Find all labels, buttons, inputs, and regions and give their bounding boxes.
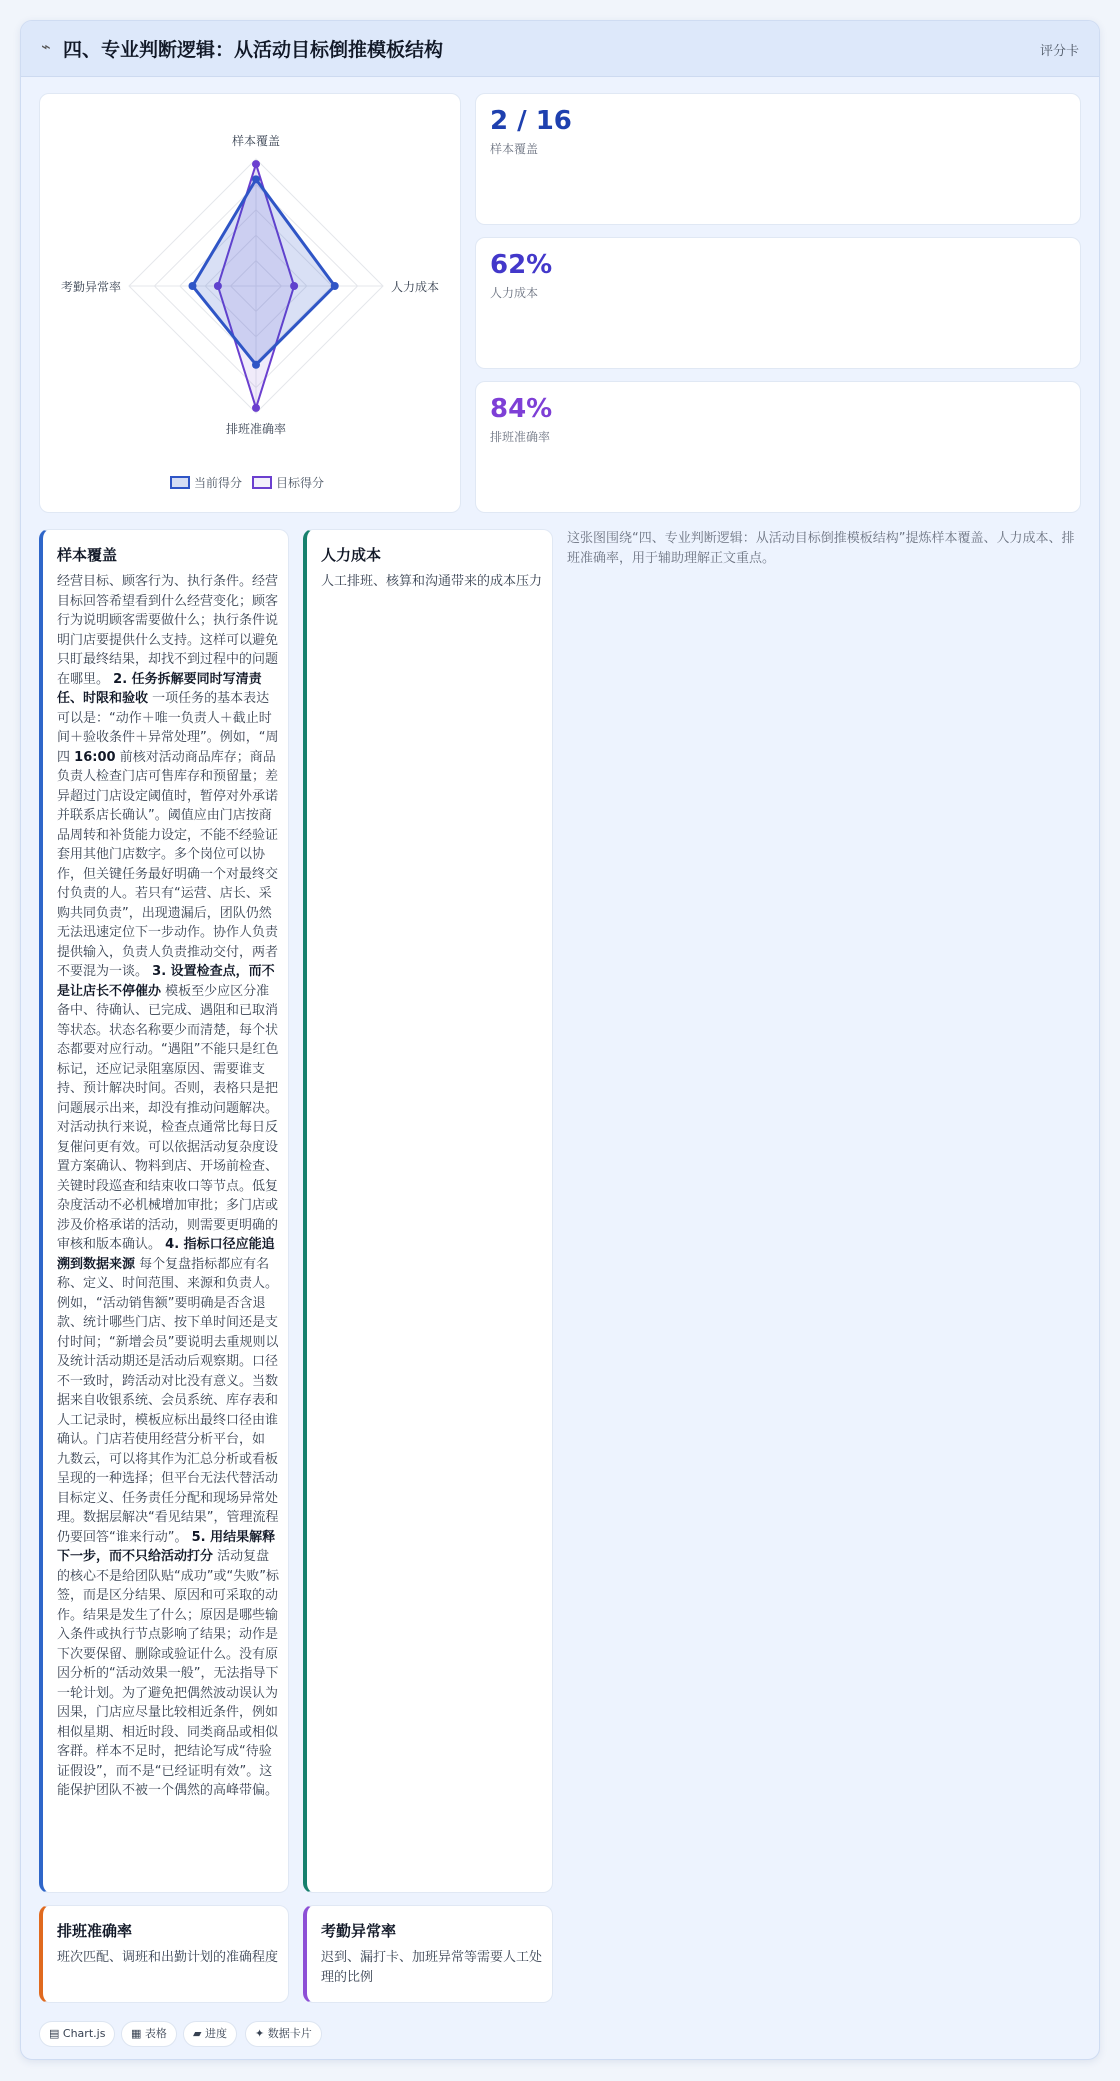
card-title: 样本覆盖 — [57, 546, 118, 564]
stat-value: 2 / 16 — [490, 106, 572, 136]
card-body: 经营目标、顾客行为、执行条件。经营目标回答希望看到什么经营变化；顾客行为说明顾客需要做什么；执行条件说明门店要提供什么支持。这样可以避免只盯最终结果，却找不到过程中的问题在哪里。 2. 任务拆解要同时写清责任、时限和验收 一项任务的基本表达可以是：“动作＋唯一负责人＋截止时间＋验收条件＋异常处理”。例如，“周四 16:00 前核对活动商品库存；商品负责人检查门店可售库存和预留量；差异超过门店设定阈值时，暂停对外承诺并联系店长确认”。阈值应由门店按商品周转和补货能力设定，不能不经验证套用其他门店数字。多个岗位可以协作，但关键任务最好明确一个对最终交付负责的人。若只有“运营、店长、采购共同负责”，出现遗漏后，团队仍然无法迅速定位下一步动作。协作人负责提供输入，负责人负责推动交付，两者不要混为一谈。 3. 设置检查点，而不是让店长不停催办 模板至少应区分准备中、待确认、已完成、遇阻和已取消等状态。状态名称要少而清楚，每个状态都要对应行动。“遇阻”不能只是红色标记，还应记录阻塞原因、需要谁支持、预计解决时间。否则，表格只是把问题展示出来，却没有推动问题解决。对活动执行来说，检查点通常比每日反复催问更有效。可以依据活动复杂度设置方案确认、物料到店、开场前检查、关键时段巡查和结束收口等节点。低复杂度活动不必机械增加审批；多门店或涉及价格承诺的活动，则需要更明确的审核和版本确认。 4. 指标口径应能追溯到数据来源 每个复盘指标都应有名称、定义、时间范围、来源和负责人。例如，“活动销售额”要明确是否含退款、统计哪些门店、按下单时间还是支付时间；“新增会员”要说明去重规则以及统计活动期还是活动后观察期。口径不一致时，跨活动对比没有意义。当数据来自收银系统、会员系统、库存表和人工记录时，模板应标出最终口径由谁确认。门店若使用经营分析平台，如 九数云，可以将其作为汇总分析或看板呈现的一种选择；但平台无法代替活动目标定义、任务责任分配和现场异常处理。数据层解决“看见结果”，管理流程仍要回答“谁来行动”。 5. 用结果解释下一步，而不只给活动打分 活动复盘的核心不是给团队贴“成功”或“失败”标签，而是区分结果、原因和可采取的动作。结果是发生了什么；原因是哪些输入条件或执行节点影响了结果；动作是下次要保留、删除或验证什么。没有原因分析的“活动效果一般”，无法指导下一轮计划。为了避免把偶然波动误认为因果，门店应尽量比较相近条件，例如相似星期、相近时段、同类商品或相似客群。样本不足时，把结论写成“待验证假设”，而不是“已经证明有效”。这能保护团队不被一个偶然的高峰带偏。 — [57, 574, 279, 1798]
stat-card-sample — [475, 93, 1081, 225]
legend-swatch-target — [252, 476, 272, 489]
pulse-icon: ⌁ — [41, 37, 51, 56]
series-point — [252, 361, 260, 369]
legend-label-current: 当前得分 — [194, 476, 243, 490]
chart-caption: 这张图围绕“四、专业判断逻辑：从活动目标倒推模板结构”提炼样本覆盖、人力成本、排班准确率，用于辅助理解正文重点。 — [567, 531, 1075, 566]
radar-chart-card — [39, 93, 461, 513]
chip-chartjs[interactable]: ▤ Chart.js — [39, 2021, 115, 2047]
series-point — [331, 282, 339, 290]
card-body: 人工排班、核算和沟通带来的成本压力 — [321, 574, 543, 589]
stat-value: 62% — [490, 250, 553, 280]
axis-label: 人力成本 — [391, 280, 440, 294]
series-area-0 — [193, 179, 335, 364]
info-card-sample — [39, 529, 289, 1893]
axis-label: 样本覆盖 — [231, 134, 281, 148]
sparkle-icon: ✦ — [255, 2027, 265, 2040]
card-title: 考勤异常率 — [321, 1922, 397, 1940]
stat-label: 人力成本 — [490, 286, 539, 300]
main-panel — [20, 20, 1100, 2060]
legend-label-target: 目标得分 — [276, 476, 325, 490]
series-point — [252, 404, 260, 412]
chip-table[interactable]: ▦ 表格 — [121, 2021, 177, 2047]
card-body: 迟到、漏打卡、加班异常等需要人工处理的比例 — [321, 1950, 543, 1985]
chart-icon: ▤ — [49, 2027, 60, 2040]
stat-card-schedule — [475, 381, 1081, 513]
stat-label: 样本覆盖 — [490, 142, 539, 156]
radar-chart — [40, 94, 462, 514]
stat-value: 84% — [490, 394, 553, 424]
stat-card-labor — [475, 237, 1081, 369]
legend-item-target[interactable] — [252, 474, 324, 491]
info-card-schedule — [39, 1905, 289, 2003]
axis-label: 排班准确率 — [225, 422, 287, 436]
series-point — [252, 175, 260, 183]
info-card-labor — [303, 529, 553, 1893]
chip-data-card[interactable]: ✦ 数据卡片 — [245, 2021, 322, 2047]
section-header — [21, 21, 1099, 77]
legend-item-current[interactable] — [170, 474, 242, 491]
stat-label: 排班准确率 — [490, 430, 551, 444]
card-title: 人力成本 — [321, 546, 382, 564]
progress-icon: ▰ — [193, 2027, 202, 2040]
table-icon: ▦ — [131, 2027, 142, 2040]
legend-swatch-current — [170, 476, 190, 489]
scorecard-label: 评分卡 — [1039, 44, 1079, 59]
info-card-attendance — [303, 1905, 553, 2003]
axis-label: 考勤异常率 — [60, 280, 121, 294]
series-point — [189, 282, 197, 290]
section-title: 四、专业判断逻辑：从活动目标倒推模板结构 — [63, 39, 444, 61]
chip-progress[interactable]: ▰ 进度 — [183, 2021, 237, 2047]
card-body: 班次匹配、调班和出勤计划的准确程度 — [57, 1950, 279, 1965]
card-title: 排班准确率 — [57, 1922, 133, 1940]
series-point — [252, 160, 260, 168]
